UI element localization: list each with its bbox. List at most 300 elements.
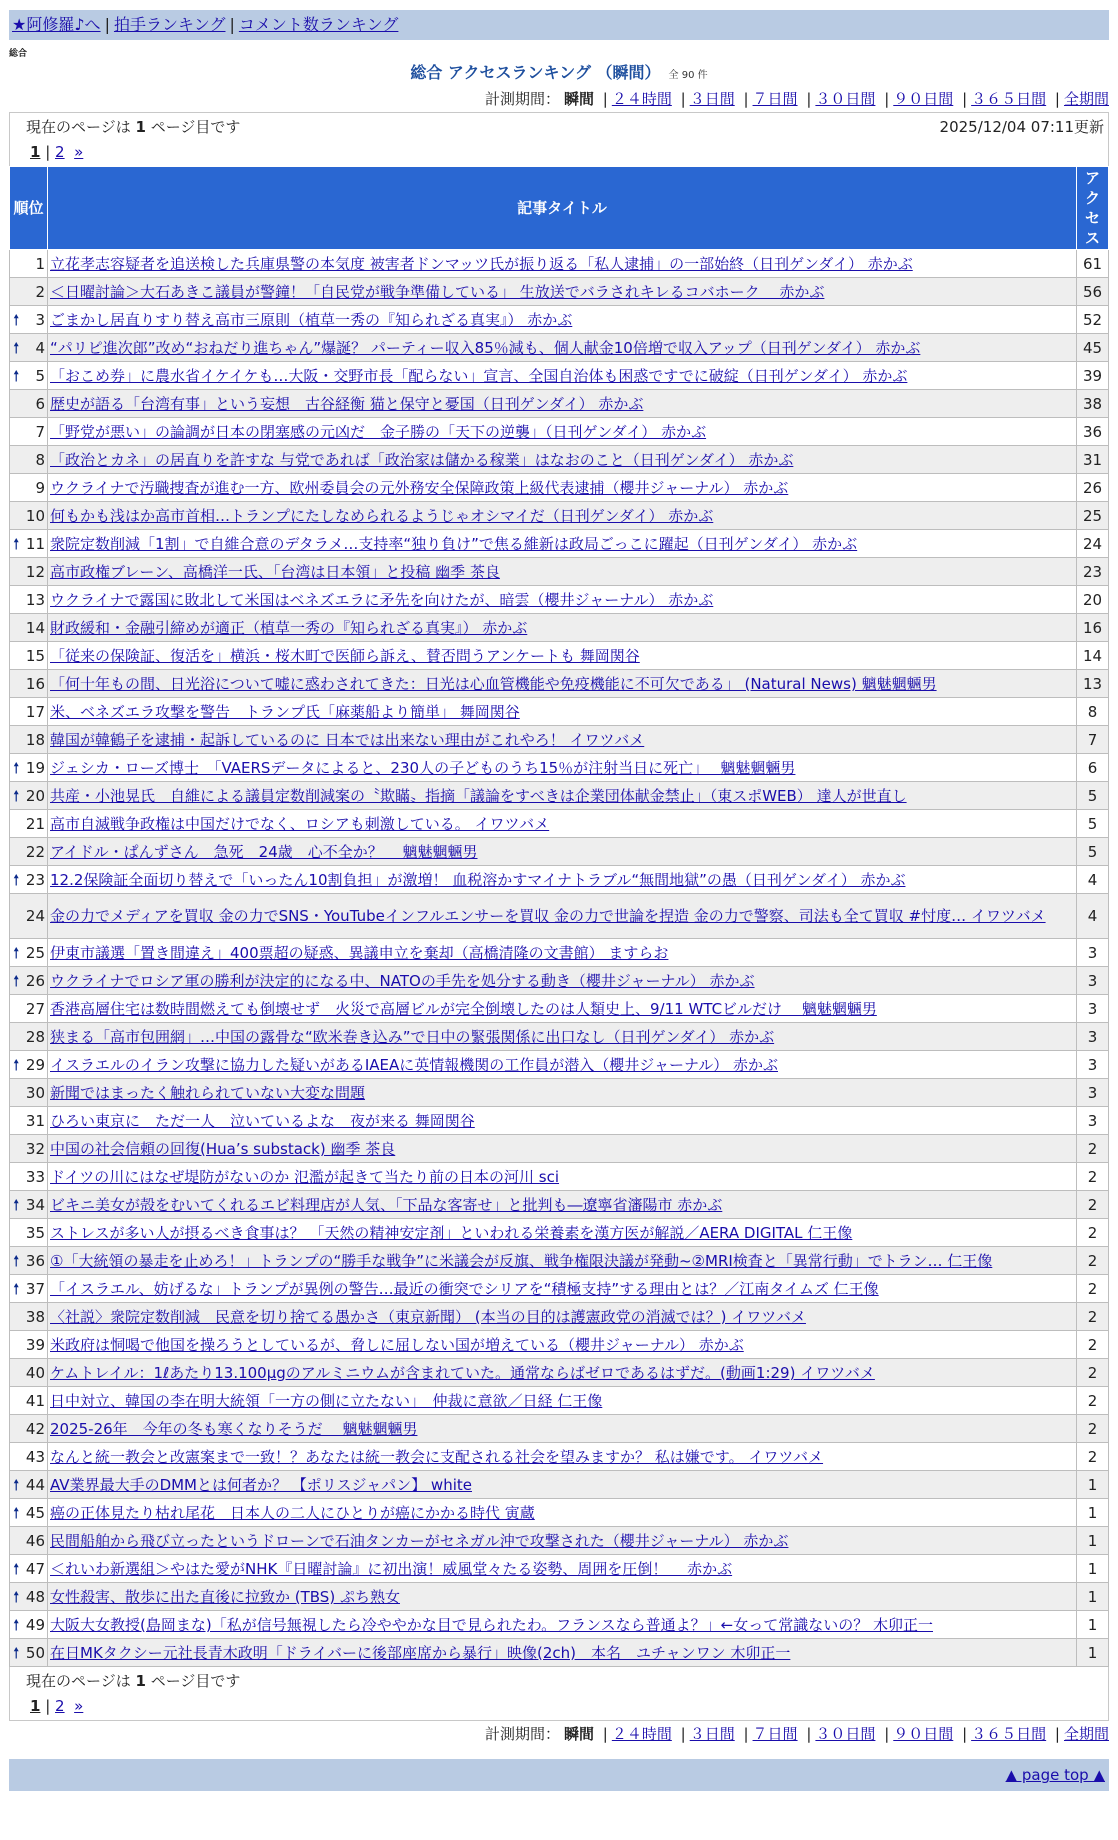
table-row — [10, 1023, 1109, 1051]
rank-cell — [10, 1107, 48, 1135]
access-count: 1 — [1077, 1499, 1109, 1527]
rank-number: 35 — [25, 1223, 45, 1242]
page-info-prefix: 現在のページは — [26, 118, 131, 136]
rank-number: 12 — [25, 562, 45, 581]
rank-number: 40 — [25, 1363, 45, 1382]
article-link[interactable]: 12.2保険証全面切り替えで「いったん10割負担」が激増！ 血税溶かすマイナトラブル“無間地獄”の愚（日刊ゲンダイ） 赤かぶ — [50, 871, 906, 889]
rank-number: 44 — [25, 1475, 45, 1494]
access-count: 45 — [1077, 334, 1109, 362]
rank-up-arrow-icon: 🠕 — [13, 944, 20, 962]
article-link[interactable]: 「野党が悪い」の論調が日本の閉塞感の元凶だ 金子勝の「天下の逆襲」（日刊ゲンダイ） 赤かぶ — [50, 423, 707, 441]
table-row — [10, 838, 1109, 866]
access-count: 61 — [1077, 250, 1109, 278]
rank-up-arrow-icon: 🠕 — [13, 1196, 20, 1214]
access-count: 1 — [1077, 1583, 1109, 1611]
page-1-current: 1 — [30, 143, 41, 161]
table-row — [10, 1051, 1109, 1079]
access-count: 3 — [1077, 1079, 1109, 1107]
home-link[interactable]: ★阿修羅♪へ — [12, 15, 101, 34]
rank-cell — [10, 894, 48, 939]
access-count: 4 — [1077, 866, 1109, 894]
article-link[interactable]: 金の力でメディアを買収 金の力でSNS・YouTubeインフルエンサーを買収 金の力で世論を捏造 金の力で警察、司法も全て買収 #忖度… イワツバメ — [50, 907, 1046, 925]
title-cell — [48, 1639, 1077, 1667]
rank-number: 5 — [35, 366, 45, 385]
article-link[interactable]: 伊東市議選「置き間違え」400票超の疑惑、異議申立を棄却（高橋清隆の文書館） ますらお — [50, 944, 669, 962]
rank-number: 1 — [35, 254, 45, 273]
title-cell — [48, 642, 1077, 670]
access-count: 2 — [1077, 1275, 1109, 1303]
page-info-number: 1 — [135, 118, 146, 136]
title-cell — [48, 782, 1077, 810]
article-link[interactable]: ビキニ美女が殻をむいてくれるエビ料理店が人気、「下品な客寄せ」と批判も―遼寧省瀋陽市 赤かぶ — [50, 1196, 723, 1214]
next-page-link[interactable]: » — [74, 1697, 84, 1715]
article-link[interactable]: 「イスラエル、妨げるな」トランプが異例の警告…最近の衝突でシリアを“積極支持”する理由とは？／江南タイムズ 仁王像 — [50, 1280, 879, 1298]
period-3d-link[interactable]: ３日間 — [689, 90, 735, 108]
access-count: 6 — [1077, 754, 1109, 782]
article-link[interactable]: ごまかし居直りすり替え高市三原則（植草一秀の『知られざる真実』） 赤かぶ — [50, 311, 573, 329]
rank-cell — [10, 1611, 48, 1639]
article-link[interactable]: 日中対立、韓国の李在明大統領「一方の側に立たない」 仲裁に意欲／日経 仁王像 — [50, 1392, 603, 1410]
table-row — [10, 1387, 1109, 1415]
rank-cell — [10, 1583, 48, 1611]
rank-cell — [10, 866, 48, 894]
access-count: 3 — [1077, 1051, 1109, 1079]
rank-number: 24 — [25, 907, 45, 925]
period-separator: | — [806, 90, 812, 108]
period-90d-link[interactable]: ９０日間 — [893, 1725, 954, 1743]
article-link[interactable]: 狭まる「高市包囲網」…中国の露骨な“欧米巻き込み”で日中の緊張関係に出口なし（日刊ゲンダイ） 赤かぶ — [50, 1028, 775, 1046]
rank-number: 31 — [25, 1111, 45, 1130]
rank-up-arrow-icon: 🠕 — [13, 311, 20, 329]
article-link[interactable]: ドイツの川にはなぜ堤防がないのか 氾濫が起きて当たり前の日本の河川 sci — [50, 1168, 560, 1186]
rank-cell — [10, 1639, 48, 1667]
article-link[interactable]: ひろい東京に ただ一人 泣いているよな 夜が来る 舞岡関谷 — [50, 1112, 475, 1130]
rank-number: 7 — [35, 422, 45, 441]
title-cell — [48, 1583, 1077, 1611]
title-cell — [48, 502, 1077, 530]
period-selector-bottom — [9, 1721, 1109, 1747]
title-cell — [48, 418, 1077, 446]
title-cell — [48, 995, 1077, 1023]
footer-bar — [9, 1759, 1109, 1791]
article-link[interactable]: 共産・小池晃氏 自維による議員定数削減案の〝欺瞞〟指摘「議論をすべきは企業団体献金禁止」（東スポWEB） 達人が世直し — [50, 787, 907, 805]
title-cell — [48, 939, 1077, 967]
period-24h-link[interactable]: ２４時間 — [611, 1725, 672, 1743]
access-count: 31 — [1077, 446, 1109, 474]
page-info-row — [26, 115, 1104, 140]
table-row — [10, 810, 1109, 838]
title-cell — [48, 1499, 1077, 1527]
access-count: 23 — [1077, 558, 1109, 586]
rank-cell — [10, 530, 48, 558]
page-top-link[interactable]: ▲ page top ▲ — [1005, 1766, 1105, 1784]
table-row — [10, 1583, 1109, 1611]
rank-cell — [10, 1275, 48, 1303]
period-24h-link[interactable]: ２４時間 — [611, 90, 672, 108]
access-count: 5 — [1077, 838, 1109, 866]
rank-number: 32 — [25, 1139, 45, 1158]
rank-up-arrow-icon: 🠕 — [13, 972, 20, 990]
table-row — [10, 939, 1109, 967]
pagination-bottom: 1 | 2 » — [30, 1697, 84, 1715]
title-cell — [48, 1275, 1077, 1303]
rank-up-arrow-icon: 🠕 — [13, 1504, 20, 1522]
rank-cell — [10, 362, 48, 390]
period-label: 計測期間： — [484, 1725, 560, 1743]
rank-number: 28 — [25, 1027, 45, 1046]
article-link[interactable]: 香港高層住宅は数時間燃えても倒壊せず 火災で高層ビルが完全倒壊したのは人類史上、9/11 WTCビルだけ 魑魅魍魎男 — [50, 1000, 877, 1018]
rank-number: 45 — [25, 1503, 45, 1522]
access-count: 2 — [1077, 1415, 1109, 1443]
table-row — [10, 502, 1109, 530]
period-separator: | — [602, 1725, 608, 1743]
article-link[interactable]: アイドル・ぱんずさん 急死 24歳 心不全か？ 魑魅魍魎男 — [50, 843, 478, 861]
table-row — [10, 278, 1109, 306]
table-row — [10, 362, 1109, 390]
access-count: 52 — [1077, 306, 1109, 334]
period-separator: | — [962, 1725, 968, 1743]
rank-cell — [10, 1471, 48, 1499]
table-row — [10, 1527, 1109, 1555]
rank-number: 15 — [25, 646, 45, 665]
article-link[interactable]: 在日MKタクシー元社長青木政明「ドライバーに後部座席から暴行」映像(2ch) 本名 ユチャンワン 木卯正一 — [50, 1644, 791, 1662]
article-link[interactable]: 「政治とカネ」の居直りを許すな 与党であれば「政治家は儲かる稼業」はなおのこと（日刊ゲンダイ） 赤かぶ — [50, 451, 794, 469]
period-current: 瞬間 — [563, 1725, 594, 1743]
rank-number: 19 — [25, 758, 45, 777]
access-count: 3 — [1077, 1023, 1109, 1051]
access-count: 3 — [1077, 939, 1109, 967]
article-link[interactable]: ウクライナで露国に敗北して米国はベネズエラに矛先を向けたが、暗雲（櫻井ジャーナル） 赤かぶ — [50, 591, 714, 609]
title-cell — [48, 1387, 1077, 1415]
access-header: アクセス — [1077, 167, 1109, 250]
rank-number: 13 — [25, 590, 45, 609]
article-link[interactable]: 衆院定数削減「1割」で自維合意のデタラメ…支持率“独り負け”で焦る維新は政局ごっこに躍起（日刊ゲンダイ） 赤かぶ — [50, 535, 858, 553]
period-separator: | — [680, 90, 686, 108]
title-cell — [48, 1555, 1077, 1583]
rank-number: 30 — [25, 1083, 45, 1102]
rank-cell — [10, 1331, 48, 1359]
rank-up-arrow-icon: 🠕 — [13, 1560, 20, 1578]
nav-separator: | — [104, 15, 110, 34]
rank-cell — [10, 1443, 48, 1471]
title-cell — [48, 1415, 1077, 1443]
access-count: 1 — [1077, 1555, 1109, 1583]
rank-up-arrow-icon: 🠕 — [13, 1056, 20, 1074]
article-link[interactable]: 2025-26年 今年の冬も寒くなりそうだ 魑魅魍魎男 — [50, 1420, 418, 1438]
article-link[interactable]: イスラエルのイラン攻撃に協力した疑いがあるIAEAに英情報機関の工作員が潜入（櫻井ジャーナル） 赤かぶ — [50, 1056, 778, 1074]
access-count: 20 — [1077, 586, 1109, 614]
rank-cell — [10, 1415, 48, 1443]
access-count: 7 — [1077, 726, 1109, 754]
title-cell — [48, 334, 1077, 362]
access-count: 2 — [1077, 1135, 1109, 1163]
applause-ranking-link[interactable]: 拍手ランキング — [113, 15, 226, 34]
rank-cell — [10, 1499, 48, 1527]
article-link[interactable]: 癌の正体見たり枯れ尾花 日本人の二人にひとりが癌にかかる時代 寅蔵 — [50, 1504, 535, 1522]
article-link[interactable]: 中国の社会信頼の回復(Hua’s substack) 幽季 茶良 — [50, 1140, 396, 1158]
rank-cell — [10, 1219, 48, 1247]
title-cell — [48, 1527, 1077, 1555]
title-cell — [48, 1331, 1077, 1359]
rank-number: 9 — [35, 478, 45, 497]
period-separator: | — [884, 90, 890, 108]
access-count: 2 — [1077, 1443, 1109, 1471]
rank-cell — [10, 967, 48, 995]
rank-cell — [10, 1023, 48, 1051]
title-cell — [48, 1023, 1077, 1051]
page-1-current: 1 — [30, 1697, 41, 1715]
article-link[interactable]: 歴史が語る「台湾有事」という妄想 古谷経衡 猫と保守と憂国（日刊ゲンダイ） 赤かぶ — [50, 395, 644, 413]
rank-cell — [10, 1135, 48, 1163]
table-row — [10, 390, 1109, 418]
table-row — [10, 474, 1109, 502]
rank-number: 22 — [25, 842, 45, 861]
access-count: 1 — [1077, 1639, 1109, 1667]
table-row — [10, 1303, 1109, 1331]
rank-number: 20 — [25, 786, 45, 805]
article-link[interactable]: 〈社説〉衆院定数削減 民意を切り捨てる愚かさ（東京新聞） (本当の目的は護憲政党の消滅では？) イワツバメ — [50, 1308, 806, 1326]
access-count: 3 — [1077, 1107, 1109, 1135]
access-count: 38 — [1077, 390, 1109, 418]
table-row — [10, 995, 1109, 1023]
title-cell — [48, 1247, 1077, 1275]
table-row — [10, 1219, 1109, 1247]
rank-number: 47 — [25, 1559, 45, 1578]
title-cell — [48, 1191, 1077, 1219]
access-count: 16 — [1077, 614, 1109, 642]
rank-up-arrow-icon: 🠕 — [13, 787, 20, 805]
rank-cell — [10, 278, 48, 306]
table-row — [10, 1471, 1109, 1499]
ranking-body — [10, 250, 1109, 1667]
rank-cell — [10, 939, 48, 967]
page-info-bottom — [26, 1669, 240, 1694]
pagination: 1 | 2 » — [30, 143, 84, 161]
title-header: 記事タイトル — [48, 167, 1077, 250]
rank-cell — [10, 474, 48, 502]
period-separator: | — [743, 1725, 749, 1743]
period-separator: | — [1054, 90, 1060, 108]
period-separator: | — [1054, 1725, 1060, 1743]
rank-number: 49 — [25, 1615, 45, 1634]
page-title: 総合 アクセスランキング （瞬間） — [410, 63, 661, 82]
article-link[interactable]: ストレスが多い人が摂るべき食事は？ 「天然の精神安定剤」といわれる栄養素を漢方医が解説／AERA DIGITAL 仁王像 — [50, 1224, 853, 1242]
period-30d-link[interactable]: ３０日間 — [815, 90, 876, 108]
access-count: 14 — [1077, 642, 1109, 670]
rank-up-arrow-icon: 🠕 — [13, 1476, 20, 1494]
rank-number: 17 — [25, 702, 45, 721]
table-row — [10, 782, 1109, 810]
rank-number: 11 — [25, 534, 45, 553]
title-cell — [48, 306, 1077, 334]
rank-cell — [10, 586, 48, 614]
access-count: 2 — [1077, 1163, 1109, 1191]
period-3d-link[interactable]: ３日間 — [689, 1725, 735, 1743]
title-cell — [48, 967, 1077, 995]
table-row — [10, 446, 1109, 474]
rank-cell — [10, 446, 48, 474]
title-cell — [48, 1079, 1077, 1107]
table-row — [10, 866, 1109, 894]
rank-cell — [10, 754, 48, 782]
table-row — [10, 1275, 1109, 1303]
table-row — [10, 967, 1109, 995]
access-count: 2 — [1077, 1191, 1109, 1219]
article-link[interactable]: ①「大統領の暴走を止めろ！」トランプの“勝手な戦争”に米議会が反旗、戦争権限決議が発動~②MRI検査と「異常行動」でトラン… 仁王像 — [50, 1252, 993, 1270]
rank-number: 16 — [25, 674, 45, 693]
period-7d-link[interactable]: ７日間 — [752, 90, 798, 108]
period-all-link[interactable]: 全期間 — [1063, 90, 1109, 108]
access-count: 1 — [1077, 1471, 1109, 1499]
title-cell — [48, 614, 1077, 642]
rank-number: 39 — [25, 1335, 45, 1354]
period-separator: | — [884, 1725, 890, 1743]
rank-cell — [10, 1527, 48, 1555]
access-count: 3 — [1077, 995, 1109, 1023]
table-row — [10, 1555, 1109, 1583]
article-link[interactable]: 立花孝志容疑者を追送検した兵庫県警の本気度 被害者ドンマッツ氏が振り返る「私人逮捕」の一部始終（日刊ゲンダイ） 赤かぶ — [50, 255, 913, 273]
rank-cell — [10, 1051, 48, 1079]
rank-cell — [10, 334, 48, 362]
rank-cell — [10, 1387, 48, 1415]
rank-number: 38 — [25, 1307, 45, 1326]
page-2-link[interactable]: 2 — [55, 1697, 65, 1715]
access-count: 2 — [1077, 1303, 1109, 1331]
rank-cell — [10, 1247, 48, 1275]
period-all-link[interactable]: 全期間 — [1063, 1725, 1109, 1743]
article-link[interactable]: ケムトレイル：1ℓあたり13.100μgのアルミニウムが含まれていた。通常ならばゼロであるはずだ。(動画1:29) イワツバメ — [50, 1364, 875, 1382]
rank-cell — [10, 726, 48, 754]
article-link[interactable]: ジェシカ・ローズ博士 「VAERSデータによると、230人の子どものうち15％が注射当日に死亡」 魑魅魍魎男 — [50, 759, 796, 777]
category-tag: 総合 — [9, 49, 28, 59]
title-cell — [48, 754, 1077, 782]
access-count: 5 — [1077, 782, 1109, 810]
title-cell — [48, 726, 1077, 754]
table-row — [10, 1331, 1109, 1359]
article-link[interactable]: 財政緩和・金融引締めが適正（植草一秀の『知られざる真実』） 赤かぶ — [50, 619, 528, 637]
article-link[interactable]: 高市政権ブレーン、高橋洋一氏、「台湾は日本領」と投稿 幽季 茶良 — [50, 563, 500, 581]
table-row — [10, 1415, 1109, 1443]
rank-number: 27 — [25, 999, 45, 1018]
rank-number: 33 — [25, 1167, 45, 1186]
next-page-link[interactable]: » — [74, 143, 84, 161]
title-cell — [48, 1163, 1077, 1191]
table-row — [10, 1359, 1109, 1387]
article-link[interactable]: ＜れいわ新選組＞やはた愛がNHK『日曜討論』に初出演！威風堂々たる姿勢、周囲を圧倒！ 赤かぶ — [50, 1560, 733, 1578]
period-7d-link[interactable]: ７日間 — [752, 1725, 798, 1743]
title-cell — [48, 530, 1077, 558]
rank-number: 3 — [35, 310, 45, 329]
article-link[interactable]: “パリピ進次郎”改め“おねだり進ちゃん”爆誕？ パーティー収入85％減も、個人献金10倍増で収入アップ（日刊ゲンダイ） 赤かぶ — [50, 339, 921, 357]
article-link[interactable]: 新聞ではまったく触れられていない大変な問題 — [50, 1084, 366, 1102]
title-cell — [48, 838, 1077, 866]
period-90d-link[interactable]: ９０日間 — [893, 90, 954, 108]
access-count: 2 — [1077, 1219, 1109, 1247]
article-link[interactable]: ウクライナでロシア軍の勝利が決定的になる中、NATOの手先を処分する動き（櫻井ジャーナル） 赤かぶ — [50, 972, 755, 990]
rank-number: 10 — [25, 506, 45, 525]
access-count: 2 — [1077, 1247, 1109, 1275]
table-row — [10, 754, 1109, 782]
article-link[interactable]: 韓国が韓鶴子を逮捕・起訴しているのに 日本では出来ない理由がこれやろ！ イワツバメ — [50, 731, 645, 749]
table-row — [10, 698, 1109, 726]
article-link[interactable]: 「おこめ券」に農水省イケイケも…大阪・交野市長「配らない」宣言、全国自治体も困惑ですでに破綻（日刊ゲンダイ） 赤かぶ — [50, 367, 908, 385]
article-link[interactable]: 大阪大女教授(島岡まな)「私が信号無視したら冷ややかな目で見られたわ。フランスなら普通よ？」←女って常識ないの？ 木卯正一 — [50, 1616, 933, 1634]
period-separator: | — [962, 90, 968, 108]
article-link[interactable]: 「従来の保険証、復活を」横浜・桜木町で医師ら訴え、賛否問うアンケートも 舞岡関谷 — [50, 647, 640, 665]
rank-number: 23 — [25, 870, 45, 889]
title-cell — [48, 1303, 1077, 1331]
access-count: 56 — [1077, 278, 1109, 306]
table-row — [10, 1611, 1109, 1639]
title-cell — [48, 362, 1077, 390]
total-count: 全 90 件 — [668, 70, 708, 81]
rank-number: 36 — [25, 1251, 45, 1270]
rank-cell — [10, 558, 48, 586]
period-30d-link[interactable]: ３０日間 — [815, 1725, 876, 1743]
rank-up-arrow-icon: 🠕 — [13, 871, 20, 889]
article-link[interactable]: 米、ベネズエラ攻撃を警告 トランプ氏「麻薬船より簡単」 舞岡関谷 — [50, 703, 520, 721]
table-row — [10, 1247, 1109, 1275]
article-link[interactable]: 米政府は恫喝で他国を操ろうとしているが、脅しに屈しない国が増えている（櫻井ジャーナル） 赤かぶ — [50, 1336, 744, 1354]
title-cell — [48, 474, 1077, 502]
comment-ranking-link[interactable]: コメント数ランキング — [238, 15, 399, 34]
title-cell — [48, 586, 1077, 614]
period-365d-link[interactable]: ３６５日間 — [971, 1725, 1047, 1743]
table-row — [10, 1639, 1109, 1667]
page-info-prefix: 現在のページは — [26, 1672, 131, 1690]
rank-up-arrow-icon: 🠕 — [13, 367, 20, 385]
rank-number: 50 — [25, 1643, 45, 1662]
article-link[interactable]: 何もかも浅はか高市首相…トランプにたしなめられるようじゃオシマイだ（日刊ゲンダイ） 赤かぶ — [50, 507, 714, 525]
top-nav-bar — [9, 10, 1109, 40]
rank-number: 42 — [25, 1419, 45, 1438]
article-link[interactable]: 高市自滅戦争政権は中国だけでなく、ロシアも刺激している。 イワツバメ — [50, 815, 550, 833]
article-link[interactable]: 民間船舶から飛び立ったというドローンで石油タンカーがセネガル沖で攻撃された（櫻井ジャーナル） 赤かぶ — [50, 1532, 789, 1550]
access-count: 2 — [1077, 1331, 1109, 1359]
article-link[interactable]: なんと統一教会と改憲案まで一致！？あなたは統一教会に支配される社会を望みますか？ 私は嫌です。 イワツバメ — [50, 1448, 824, 1466]
period-separator: | — [602, 90, 608, 108]
title-cell — [48, 278, 1077, 306]
page-2-link[interactable]: 2 — [55, 143, 65, 161]
rank-number: 37 — [25, 1279, 45, 1298]
rank-cell — [10, 1555, 48, 1583]
title-cell — [48, 558, 1077, 586]
access-count: 4 — [1077, 894, 1109, 939]
article-link[interactable]: ウクライナで汚職捜査が進む一方、欧州委員会の元外務安全保障政策上級代表逮捕（櫻井ジャーナル） 赤かぶ — [50, 479, 789, 497]
rank-number: 26 — [25, 971, 45, 990]
rank-cell — [10, 614, 48, 642]
table-row — [10, 726, 1109, 754]
rank-up-arrow-icon: 🠕 — [13, 535, 20, 553]
rank-number: 2 — [35, 282, 45, 301]
article-link[interactable]: AV業界最大手のDMMとは何者か？ 【ポリスジャパン】 white — [50, 1476, 472, 1494]
table-row — [10, 1443, 1109, 1471]
article-link[interactable]: 「何十年もの間、日光浴について嘘に惑わされてきた：日光は心血管機能や免疫機能に不可欠である」 (Natural News) 魑魅魍魎男 — [50, 675, 937, 693]
rank-cell — [10, 1303, 48, 1331]
pager-top — [9, 112, 1109, 166]
rank-cell — [10, 642, 48, 670]
period-365d-link[interactable]: ３６５日間 — [971, 90, 1047, 108]
rank-up-arrow-icon: 🠕 — [13, 1252, 20, 1270]
article-link[interactable]: 女性殺害、散歩に出た直後に拉致か (TBS) ぷち熟女 — [50, 1588, 400, 1606]
rank-number: 34 — [25, 1195, 45, 1214]
rank-number: 29 — [25, 1055, 45, 1074]
article-link[interactable]: ＜日曜討論＞大石あきこ議員が警鐘！「自民党が戦争準備している」 生放送でバラされキレるコバホーク 赤かぶ — [50, 283, 825, 301]
title-cell — [48, 1443, 1077, 1471]
title-cell — [48, 1471, 1077, 1499]
rank-number: 25 — [25, 943, 45, 962]
title-cell — [48, 894, 1077, 939]
